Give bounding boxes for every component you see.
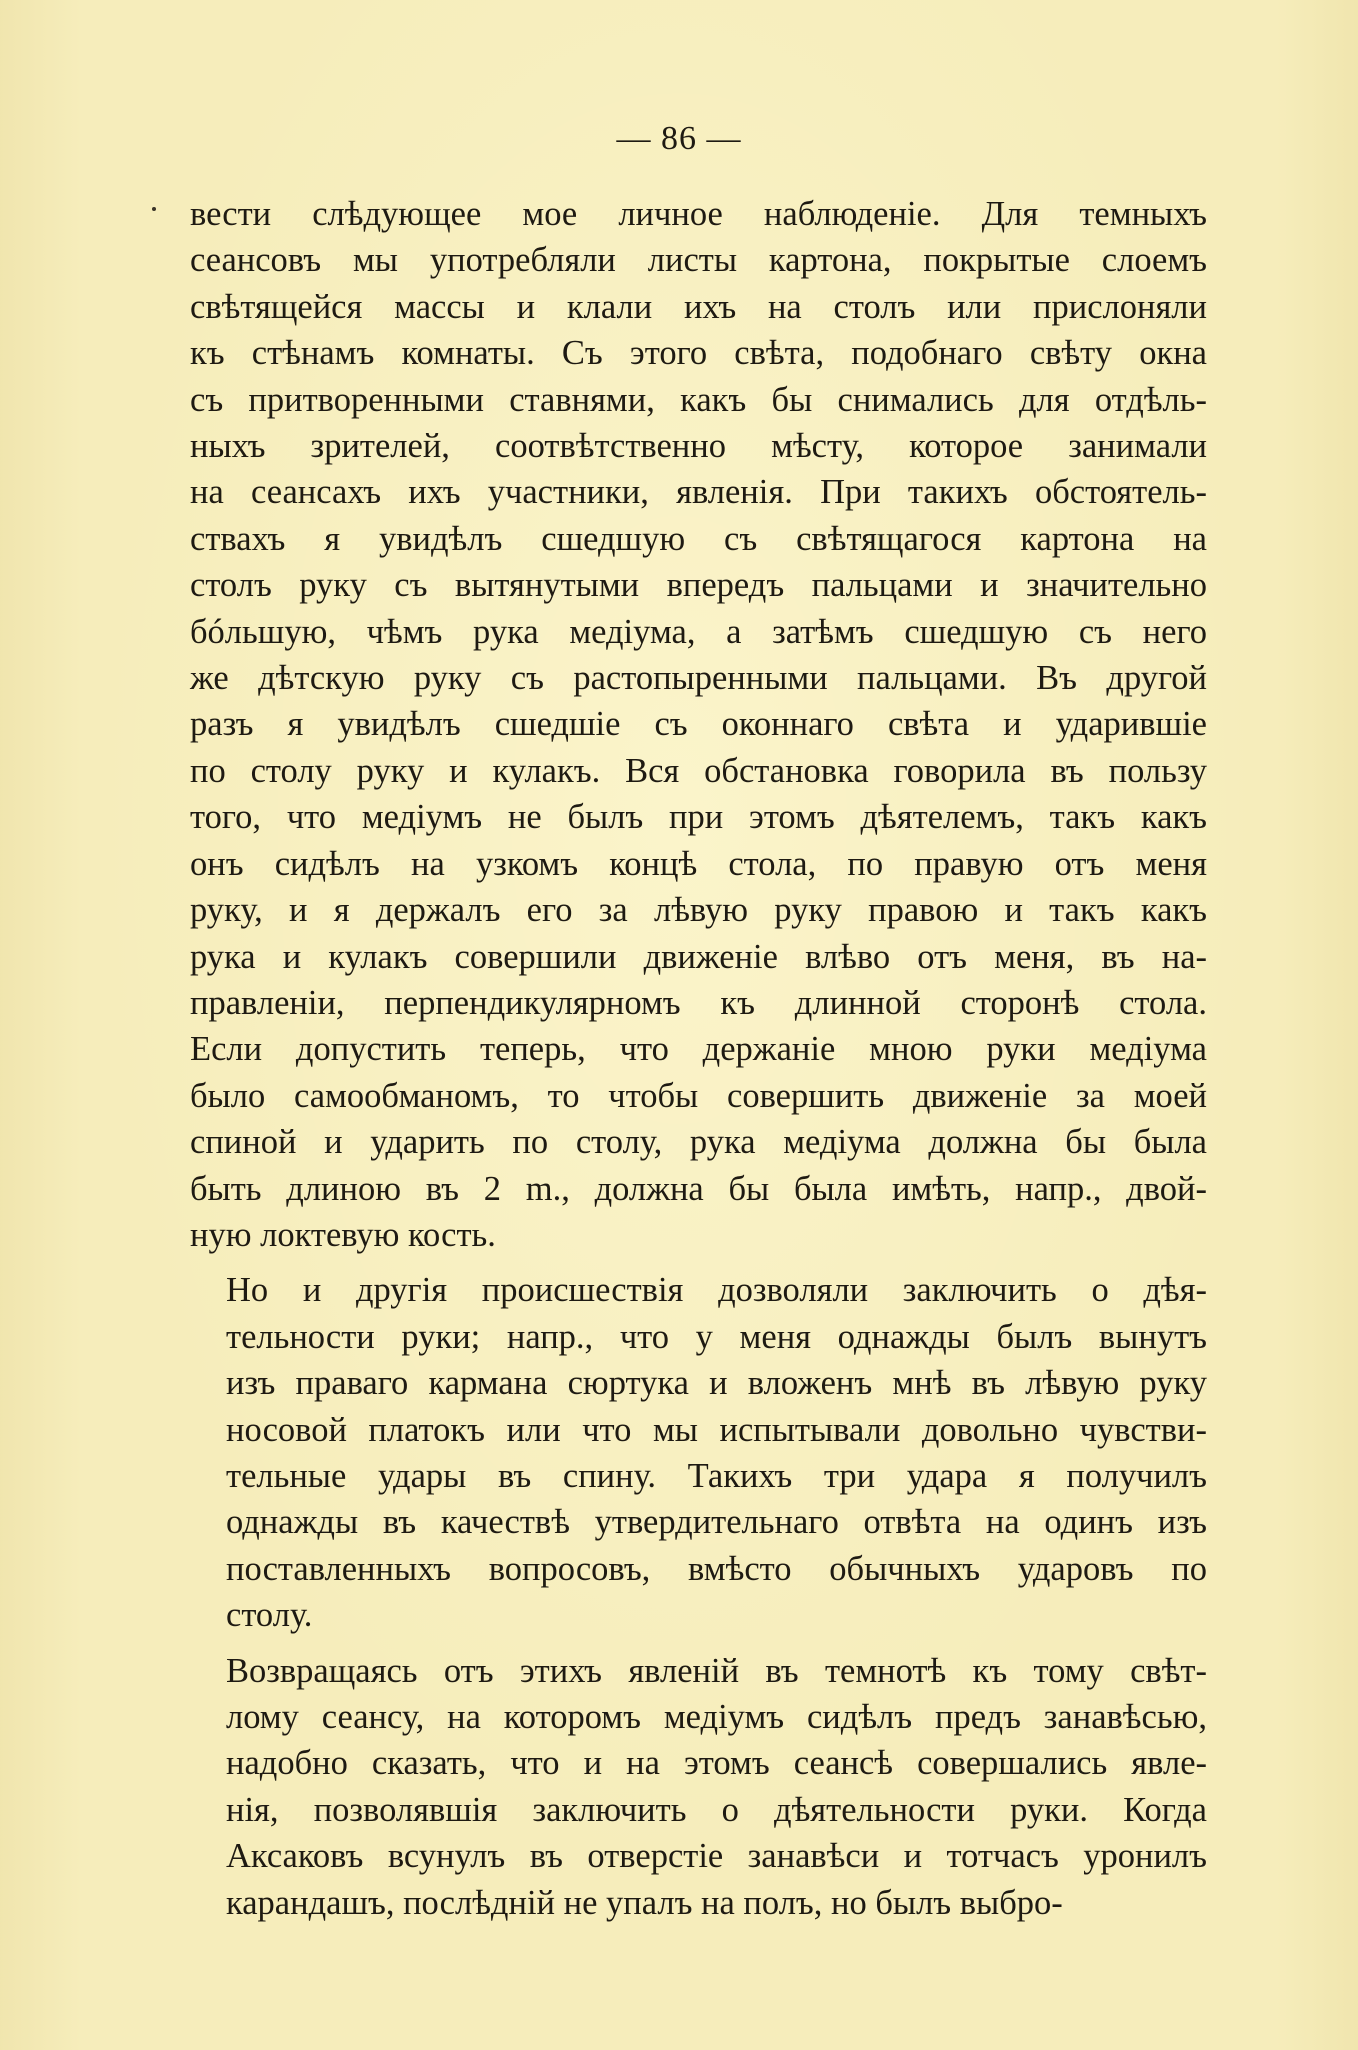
paragraph <box>190 1648 1207 1926</box>
text-line: Аксаковъ всунулъ въ отверстіе занавѣси и тотчасъ уронилъ <box>226 1837 1207 1876</box>
page-number: — 86 — <box>616 120 742 157</box>
text-line: ствахъ я увидѣлъ сшедшую съ свѣтящагося картона на <box>190 519 1207 558</box>
text-line: носовой платокъ или что мы испытывали довольно чувстви- <box>226 1410 1207 1449</box>
text-line: Если допустить теперь, что держаніе мною руки медіума <box>190 1030 1207 1069</box>
text-line: столъ руку съ вытянутыми впередъ пальцами и значительно <box>190 566 1207 605</box>
text-line: нія, позволявшія заключить о дѣятельности руки. Когда <box>226 1790 1207 1829</box>
text-line: разъ я увидѣлъ сшедшіе съ оконнаго свѣта и ударившіе <box>190 705 1207 744</box>
text-line: тельности руки; напр., что у меня однажды былъ вынутъ <box>226 1317 1207 1356</box>
text-line: того, что медіумъ не былъ при этомъ дѣятелемъ, такъ какъ <box>190 798 1207 837</box>
text-line: было самообманомъ, то чтобы совершить движеніе за моей <box>190 1076 1207 1115</box>
text-line: на сеансахъ ихъ участники, явленія. При такихъ обстоятель- <box>190 473 1207 512</box>
text-line: Возвращаясь отъ этихъ явленій въ темнотѣ къ тому свѣт- <box>226 1651 1207 1690</box>
text-line: правленіи, перпендикулярномъ къ длинной сторонѣ стола. <box>190 983 1207 1022</box>
text-line: руку, и я держалъ его за лѣвую руку правою и такъ какъ <box>190 891 1207 930</box>
paragraph <box>190 1267 1207 1638</box>
body-text <box>190 191 1207 1926</box>
text-line: къ стѣнамъ комнаты. Съ этого свѣта, подобнаго свѣту окна <box>190 334 1207 373</box>
text-line: бóльшую, чѣмъ рука медіума, а затѣмъ сшедшую съ него <box>190 612 1207 651</box>
text-line: вести слѣдующее мое личное наблюденіе. Для темныхъ <box>190 195 1207 233</box>
text-line: быть длиною въ 2 m., должна бы была имѣть, напр., двой- <box>190 1169 1207 1208</box>
paragraph <box>190 191 1207 1258</box>
text-line: поставленныхъ вопросовъ, вмѣсто обычныхъ ударовъ по <box>226 1549 1207 1588</box>
text-line: по столу руку и кулакъ. Вся обстановка говорила въ пользу <box>190 751 1207 790</box>
text-line: изъ праваго кармана сюртука и вложенъ мнѣ въ лѣвую руку <box>226 1364 1207 1403</box>
text-line: ную локтевую кость. <box>190 1215 496 1254</box>
text-line: Но и другія происшествія дозволяли заключить о дѣя- <box>226 1271 1207 1310</box>
text-line: сеансовъ мы употребляли листы картона, покрытые слоемъ <box>190 241 1207 280</box>
text-line: спиной и ударить по столу, рука медіума должна бы была <box>190 1123 1207 1162</box>
text-line: тельные удары въ спину. Такихъ три удара я получилъ <box>226 1456 1207 1495</box>
text-line: съ притворенными ставнями, какъ бы снимались для отдѣль- <box>190 380 1207 419</box>
text-line: однажды въ качествѣ утвердительнаго отвѣта на одинъ изъ <box>226 1503 1207 1542</box>
ink-speck <box>152 207 156 211</box>
text-line: столу. <box>226 1596 313 1635</box>
text-line: онъ сидѣлъ на узкомъ концѣ стола, по правую отъ меня <box>190 844 1207 883</box>
text-line: свѣтящейся массы и клали ихъ на столъ или прислоняли <box>190 287 1207 326</box>
text-line: рука и кулакъ совершили движеніе влѣво отъ меня, въ на- <box>190 937 1207 976</box>
text-line: надобно сказать, что и на этомъ сеансѣ совершались явле- <box>226 1744 1207 1783</box>
text-line: карандашъ, послѣдній не упалъ на полъ, но былъ выбро- <box>226 1883 1063 1922</box>
text-line: ныхъ зрителей, соотвѣтственно мѣсту, которое занимали <box>190 427 1207 466</box>
text-line: лому сеансу, на которомъ медіумъ сидѣлъ предъ занавѣсью, <box>226 1698 1207 1736</box>
text-line: же дѣтскую руку съ растопыренными пальцами. Въ другой <box>190 659 1207 698</box>
